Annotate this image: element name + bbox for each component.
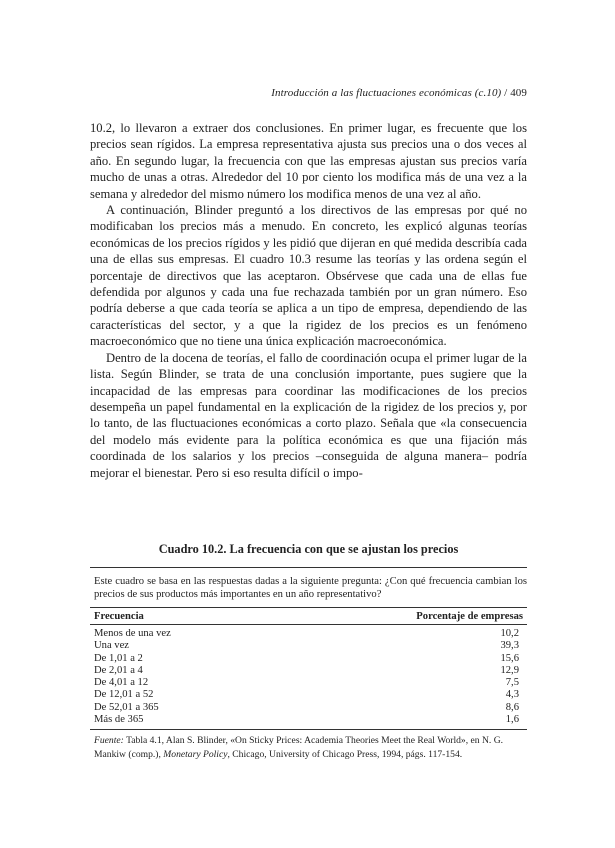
row-value: 12,9 <box>500 664 519 676</box>
row-label: De 1,01 a 2 <box>94 652 143 664</box>
source-label: Fuente: <box>94 735 124 747</box>
row-label: De 4,01 a 12 <box>94 677 149 689</box>
row-value: 7,5 <box>505 677 519 689</box>
table-intro: Este cuadro se basa en las respuestas dadas a la siguiente pregunta: ¿Con qué frecuencia cambian los precios de sus productos más importantes en un año representativo? <box>94 576 527 600</box>
table-row <box>90 714 527 726</box>
source-text-2: , Chicago, University of Chicago Press, 1994, págs. 117-154. <box>227 748 463 760</box>
row-label: De 52,01 a 365 <box>94 701 159 713</box>
row-value: 39,3 <box>500 640 519 652</box>
body-text <box>90 120 527 481</box>
page-number: 409 <box>510 87 527 99</box>
table-title: Cuadro 10.2. La frecuencia con que se ajustan los precios <box>158 542 459 556</box>
column-header-percent: Porcentaje de empresas <box>416 611 523 622</box>
row-label: Más de 365 <box>94 714 144 726</box>
row-value: 1,6 <box>505 714 519 726</box>
table-header-row <box>90 607 527 625</box>
source-text-1: Tabla 4.1, Alan S. Blinder, «On Sticky Prices: Academia Theories Meet the Real World», en N. G. Mankiw (comp.), <box>94 735 504 760</box>
table-body <box>90 625 527 730</box>
table-source <box>94 734 527 761</box>
frequency-table <box>90 567 527 761</box>
paragraph-3: Dentro de la docena de teorías, el fallo de coordinación ocupa el primer lugar de la lista. Según Blinder, se trata de una conclusión importante, pues sugiere que la incapacidad de las empresas para coordinar las modificaciones de los precios desempeña un papel fundamental en la explicación de la rigidez de los precios y, por lo tanto, de las fluctuaciones económicas a corto plazo. Señala que «la consecuencia del modelo más evidente para la política económica es que una fijación más coordinada de los salarios y los precios –conseguida de alguna manera– podría mejorar el bienestar. Pero si eso resulta difícil o impo- <box>90 350 527 480</box>
row-label: De 2,01 a 4 <box>94 664 143 676</box>
running-title: Introducción a las fluctuaciones económicas (c.10) <box>271 87 502 99</box>
row-value: 15,6 <box>500 652 519 664</box>
header-separator: / <box>501 87 511 99</box>
table-top-rule <box>90 567 527 568</box>
paragraph-2: A continuación, Blinder preguntó a los directivos de las empresas por qué no modificaban los precios más a menudo. En concreto, les explicó algunas teorías económicas de los precios rígidos y les pidió que dijeran en qué medida describía cada una de ellas sus empresas. El cuadro 10.3 resume las teorías y las ordena según el porcentaje de directivos que las aceptaron. Obsérvese que cada una de ellas fue defendida por algunos y cada una fue rechazada también por un gran número. Eso podría deberse a que cada teoría se aplica a un tipo de empresa, dependiendo de las características del sector, y a que la rigidez de los precios es un fenómeno macroeconómico que no tiene una única explicación macroeconómica. <box>90 203 527 349</box>
row-value: 10,2 <box>500 628 519 639</box>
table-row <box>90 640 527 652</box>
table-row <box>90 702 527 714</box>
row-label: De 12,01 a 52 <box>94 689 154 701</box>
row-value: 8,6 <box>505 701 519 713</box>
column-header-frequency: Frecuencia <box>94 611 144 622</box>
source-book-title: Monetary Policy <box>163 748 228 760</box>
table-row <box>90 677 527 689</box>
row-value: 4,3 <box>505 689 519 701</box>
running-header <box>90 87 527 99</box>
row-label: Una vez <box>94 640 129 652</box>
table-row <box>90 665 527 677</box>
row-label: Menos de una vez <box>94 628 171 639</box>
table-row <box>90 628 527 640</box>
table-row <box>90 653 527 665</box>
table-row <box>90 689 527 701</box>
paragraph-1: 10.2, lo llevaron a extraer dos conclusiones. En primer lugar, es frecuente que los precios sean rígidos. La empresa representativa ajusta sus precios una o dos veces al año. En segundo lugar, la frecuencia con que las empresas ajustan sus precios varía mucho de unas a otras. Alrededor del 10 por ciento los modifica más de una vez a la semana y alrededor del mismo número los modifica menos de una vez al año. <box>90 121 527 201</box>
